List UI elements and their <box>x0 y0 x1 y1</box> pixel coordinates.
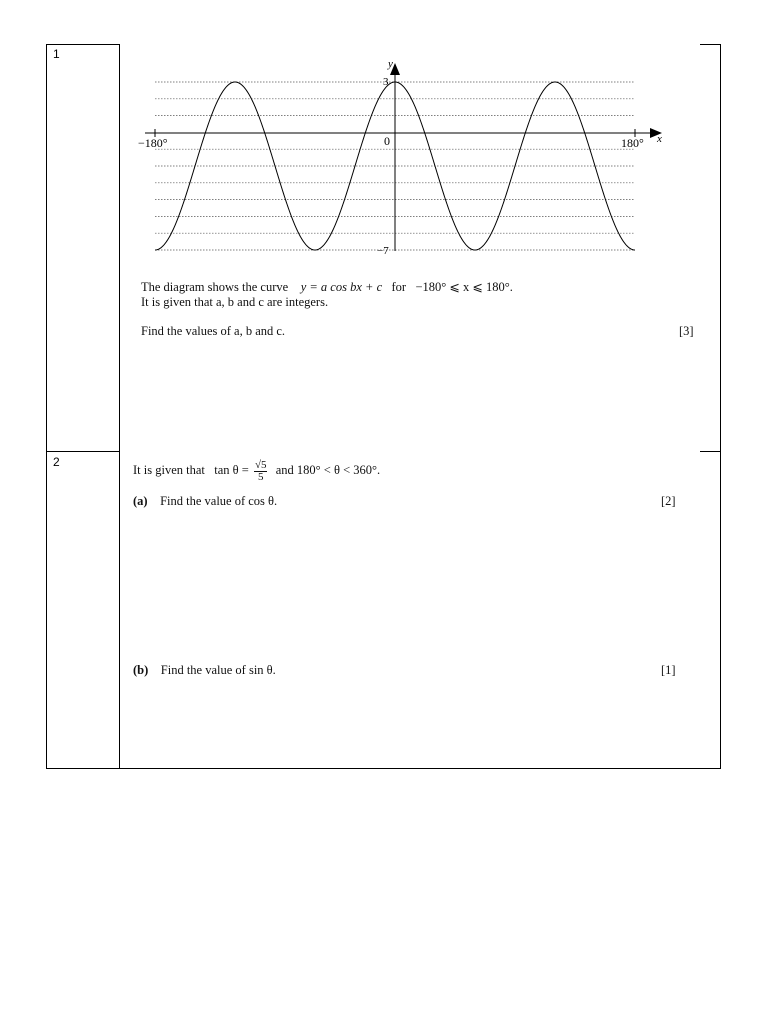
q1-task: Find the values of a, b and c. <box>141 324 286 338</box>
table-bottom-border <box>46 768 721 769</box>
number-column-divider <box>119 44 120 768</box>
x-max-label: 180° <box>621 136 644 150</box>
y-max-label: 3 <box>383 76 389 88</box>
tan-fraction: $\frac{√5}{5}$ <box>254 458 267 483</box>
question-number: 1 <box>53 47 60 61</box>
cosine-graph <box>130 58 690 268</box>
y-min-label: −7 <box>377 245 389 257</box>
q2-part-a-marks: [2] <box>661 494 676 508</box>
curve-equation: y = a cos bx + c <box>300 280 383 294</box>
row-divider-right <box>700 451 721 452</box>
q1-statement-line1: The diagram shows the curve y = a cos bx + c for −180° ⩽ x ⩽ 180°. <box>141 280 513 294</box>
x-min-label: −180° <box>138 136 168 150</box>
q2-part-a: (a) Find the value of cos θ. <box>133 494 278 508</box>
q2-part-b: (b) Find the value of sin θ. <box>133 663 276 677</box>
table-left-border <box>46 44 47 768</box>
origin-label: 0 <box>384 134 390 148</box>
table-top-border-right <box>700 44 721 45</box>
table-top-border <box>46 44 120 45</box>
q2-part-b-marks: [1] <box>661 663 676 677</box>
question-number: 2 <box>53 455 60 469</box>
y-axis-label: y <box>388 58 393 70</box>
domain: −180° ⩽ x ⩽ 180°. <box>415 280 513 294</box>
q1-marks: [3] <box>679 324 694 338</box>
table-right-border <box>720 44 721 768</box>
q2-intro: It is given that tan θ = $\frac{√5}{5}$ and 180° < θ < 360°. <box>133 458 381 483</box>
q1-statement-line2: It is given that a, b and c are integers. <box>141 295 329 309</box>
row-divider <box>46 451 120 452</box>
x-axis-label: x <box>657 133 662 145</box>
